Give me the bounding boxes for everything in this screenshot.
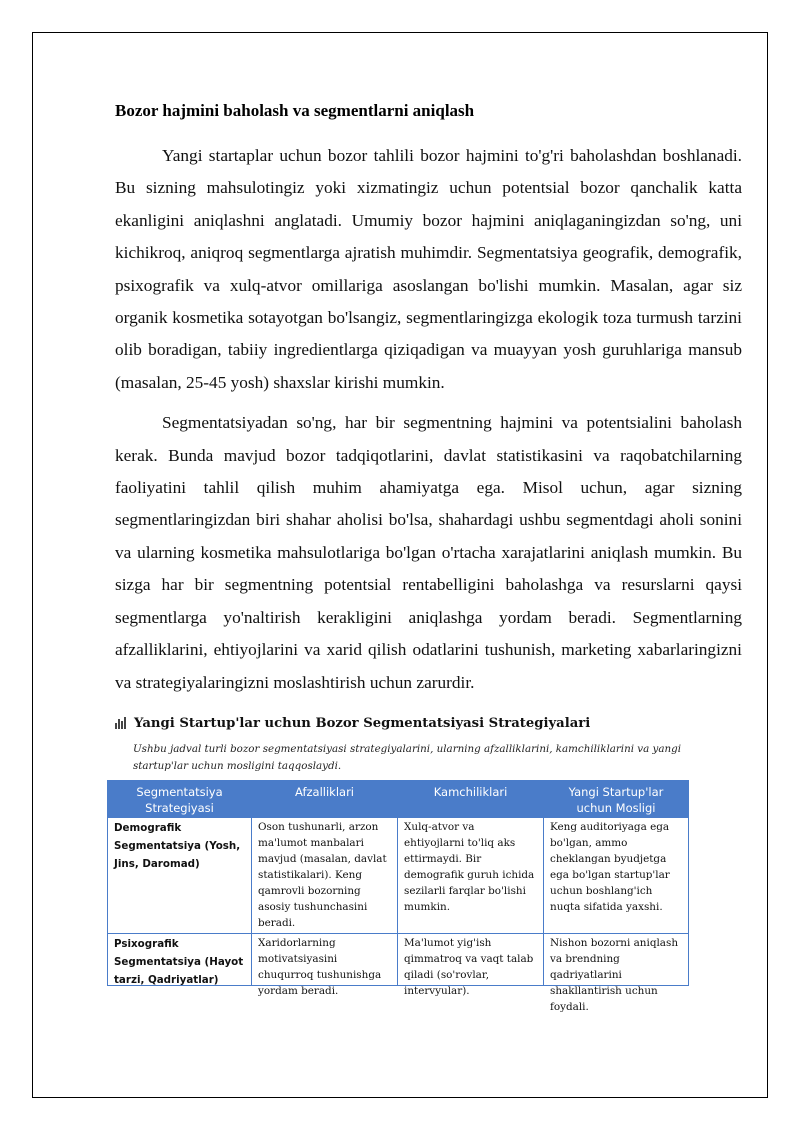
table-row	[108, 933, 689, 985]
section-heading: Bozor hajmini baholash va segmentlarni aniqlash	[115, 101, 475, 120]
table-cell-text: Xaridorlarning motivatsiyasini chuqurroq tushunishga yordam beradi.	[258, 936, 382, 997]
table-cell: Demografik Segmentatsiya (Yosh, Jins, Daromad)	[108, 817, 252, 933]
table-cell-text: Ma'lumot yig'ish qimmatroq va vaqt talab qiladi (so'rovlar, intervyular).	[404, 936, 534, 997]
table-cell	[108, 933, 252, 985]
header-strategy: Segmentatsiya Strategiyasi	[108, 780, 252, 817]
header-advantages: Afzalliklari	[252, 780, 398, 817]
segmentation-table	[107, 780, 689, 1013]
table-cell: Oson tushunarli, arzon ma'lumot manbalari mavjud (masalan, davlat statistikalari). Keng qamrovli bozorning asosiy tushunchasini beradi.	[252, 817, 398, 933]
table-caption: Ushbu jadval turli bozor segmentatsiyasi strategiyalarini, ularning afzalliklarini, kamchiliklarini va yangi startup'lar uchun mosligini taqqoslaydi.	[133, 742, 681, 772]
header-suitability: Yangi Startup'lar uchun Mosligi	[544, 780, 689, 817]
table-cell: Xulq-atvor va ehtiyojlarni to'liq aks ettirmaydi. Bir demografik guruh ichida sezilarli farqlar bo'lishi mumkin.	[398, 817, 544, 933]
table-cell	[544, 933, 689, 1013]
table-cell-text: Psixografik Segmentatsiya (Hayot tarzi, Qadriyatlar)	[114, 937, 244, 986]
header-disadvantages: Kamchiliklari	[398, 780, 544, 817]
table-title-text: Yangi Startup'lar uchun Bozor Segmentatsiyasi Strategiyalari	[134, 715, 591, 731]
table-cell	[252, 933, 398, 997]
document-body	[114, 99, 742, 1013]
table-header-row	[108, 780, 689, 817]
table-title	[115, 716, 742, 731]
table-cell: Keng auditoriyaga ega bo'lgan, ammo cheklangan byudjetga ega bo'lgan startup'lar uchun boshlang'ich nuqta sifatida yaxshi.	[544, 817, 689, 933]
paragraph-1: Yangi startaplar uchun bozor tahlili bozor hajmini to'g'ri baholashdan boshlanadi. Bu sizning mahsulotingiz yoki xizmatingiz uchun potentsial bozor qanchalik katta ekanligini aniqlashni anglatadi. Umumiy bozor hajmini aniqlaganingizdan so'ng, uni kichikroq, aniqroq segmentlarga ajratish muhimdir. Segmentatsiya geografik, demografik, psixografik va xulq-atvor omillariga asoslangan bo'lishi mumkin. Masalan, agar siz organik kosmetika sotayotgan bo'lsangiz, segmentlaringizga ekologik toza turmush tarzini olib boradigan, tabiiy ingredientlarga qiziqadigan va muayyan yosh guruhlariga mansub (masalan, 25-45 yosh) shaxslar kirishi mumkin.	[115, 146, 742, 392]
bar-chart-icon	[115, 717, 126, 729]
table-cell	[398, 933, 544, 997]
table-row	[108, 817, 689, 933]
table-cell-text: Nishon bozorni aniqlash va brendning qadriyatlarini shakllantirish uchun foydali.	[550, 936, 679, 1013]
paragraph-2: Segmentatsiyadan so'ng, har bir segmentning hajmini va potentsialini baholash kerak. Bunda mavjud bozor tadqiqotlarini, davlat statistikasini va raqobatchilarning faoliyatini tahlil qilish muhim ahamiyatga ega. Misol uchun, agar sizning segmentlaringizdan biri shahar aholisi bo'lsa, shahardagi ushbu segmentdagi aholi sonini va ularning kosmetika mahsulotlariga bo'lgan o'rtacha xarajatlarini aniqlash mumkin. Bu sizga har bir segmentning potentsial rentabelligini baholashga va resurslarni qaysi segmentlarga yo'naltirish kerakligini aniqlashga yordam beradi. Segmentlarning afzalliklarini, ehtiyojlarini va xarid qilish odatlarini tushunish, marketing xabarlaringizni va strategiyalaringizni moslashtirish uchun zarurdir.	[115, 413, 742, 692]
